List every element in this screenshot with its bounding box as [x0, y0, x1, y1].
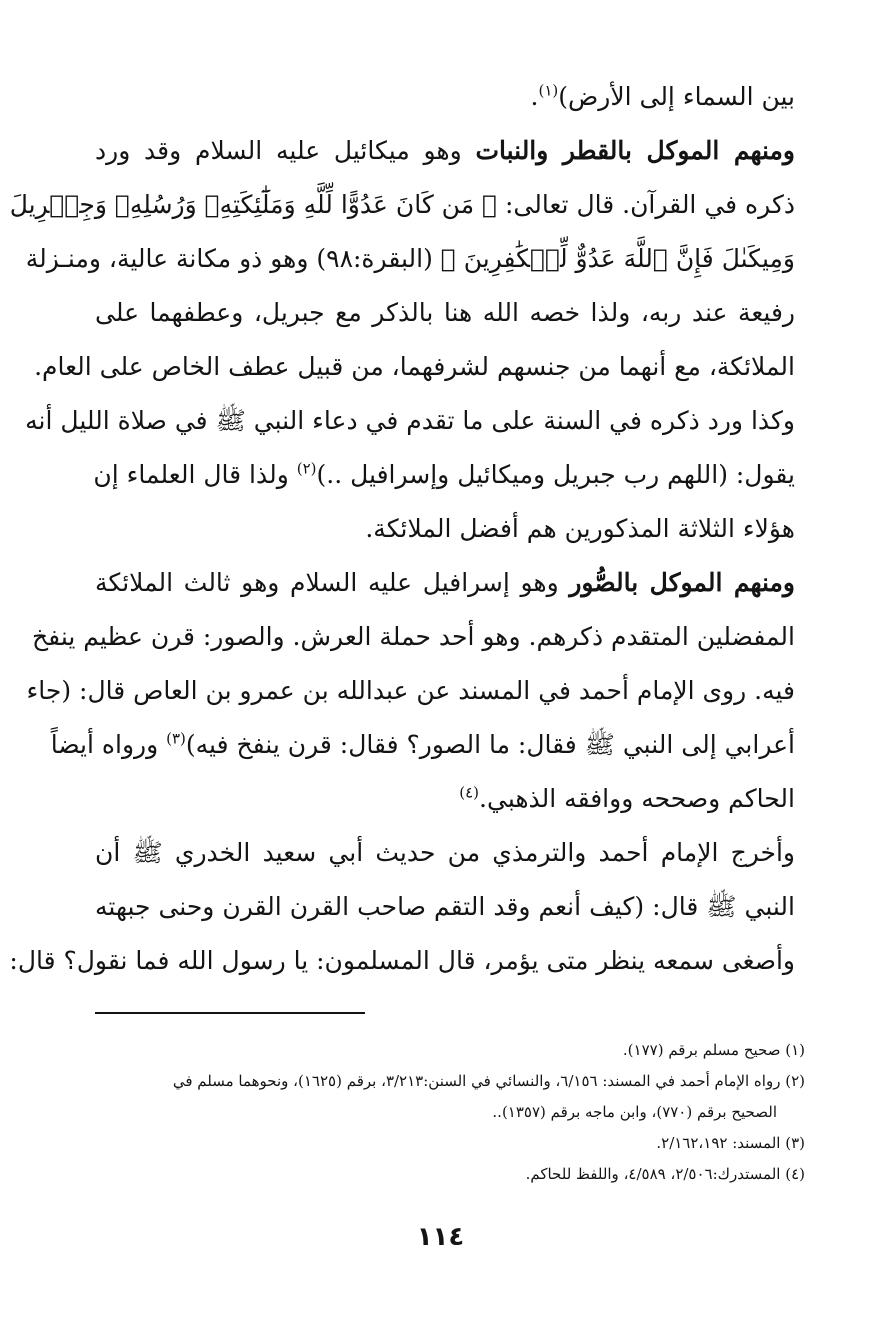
footnote-4: (٤) المستدرك:٢/٥٠٦، ٤/٥٨٩، واللفظ للحاكم.: [525, 1165, 805, 1183]
text-line-13: [50, 718, 795, 772]
text-line-9: هؤلاء الثلاثة المذكورين هم أفضل الملائكة.: [365, 514, 795, 543]
text-line-5: رفيعة عند ربه، ولذا خصه الله هنا بالذكر مع جبريل، وعطفهما على: [95, 298, 795, 327]
text-line-15: وأخرج الإمام أحمد والترمذي من حديث أبي سعيد الخدري ﷺ أن: [95, 838, 795, 867]
text-line-6: الملائكة، مع أنهما من جنسهم لشرفهما، من قبيل عطف الخاص على العام.: [34, 352, 795, 381]
page-body: [9, 70, 795, 988]
footnotes: [80, 1035, 805, 1190]
footnote-2-continued: الصحيح برقم (٧٧٠)، وابن ماجه برقم (١٣٥٧)..: [492, 1103, 777, 1121]
text-line-4: وَمِيكَىٰلَ فَإِنَّ ٱللَّهَ عَدُوٌّ لِّلۡكَٰفِرِينَ ﴾ (البقرة:٩٨) وهو ذو مكانة عالية، ومنـزلة: [25, 244, 795, 273]
text-fragment: وهو إسرافيل عليه السلام وهو ثالث الملائكة: [95, 568, 559, 597]
footnote-ref-2: (٢): [296, 459, 317, 478]
text-line-8: [95, 448, 795, 502]
text-line-10: [95, 556, 795, 610]
text-fragment: ورواه أيضاً: [50, 730, 167, 759]
text-line-7: وكذا ورد ذكره في السنة على ما تقدم في دعاء النبي ﷺ في صلاة الليل أنه: [25, 406, 795, 435]
page-number: ١١٤: [416, 1222, 465, 1252]
section-heading-horn: ومنهم الموكل بالصُّور: [569, 568, 795, 597]
section-heading-rain: ومنهم الموكل بالقطر والنبات: [475, 136, 795, 165]
text-line-14: [95, 772, 795, 826]
text-line-16: النبي ﷺ قال: (كيف أنعم وقد التقم صاحب القرن القرن وحنى جبهته: [95, 892, 795, 921]
text-fragment: بين السماء إلى الأرض): [558, 82, 795, 111]
footnote-ref-3: (٣): [166, 729, 186, 748]
footnote-ref-1: (١): [538, 81, 559, 100]
footnote-divider: [95, 1012, 365, 1014]
footnote-ref-4: (٤): [459, 783, 480, 802]
text-fragment: الحاكم وصححه ووافقه الذهبي.: [479, 784, 795, 813]
text-line-17: وأصغى سمعه ينظر متى يؤمر، قال المسلمون: يا رسول الله فما نقول؟ قال:: [9, 946, 795, 975]
text-line-11: المفضلين المتقدم ذكرهم. وهو أحد حملة العرش. والصور: قرن عظيم ينفخ: [32, 622, 795, 651]
text-fragment: أعرابي إلى النبي ﷺ فقال: ما الصور؟ فقال: قرن ينفخ فيه): [185, 730, 795, 759]
footnote-2: (٢) رواه الإمام أحمد في المسند: ٦/١٥٦، والنسائي في السنن:٣/٢١٣، برقم (١٦٢٥)، ونحوهما مسلم في: [172, 1072, 805, 1090]
text-fragment: ولذا قال العلماء إن: [93, 460, 297, 489]
footnote-3: (٣) المسند: ٢/١٦٢،١٩٢.: [656, 1134, 805, 1152]
text-line-2: [95, 124, 795, 178]
text-fragment: وهو ميكائيل عليه السلام وقد ورد: [95, 136, 462, 165]
text-fragment: .: [530, 82, 539, 111]
footnote-1: (١) صحيح مسلم برقم (١٧٧).: [622, 1041, 805, 1059]
text-fragment: يقول: (اللهم رب جبريل وميكائيل وإسرافيل ..): [316, 460, 795, 489]
text-line-12: فيه. روى الإمام أحمد في المسند عن عبدالله بن عمرو بن العاص قال: (جاء: [26, 676, 795, 705]
text-line-3: ذكره في القرآن. قال تعالى: ﴿ مَن كَانَ عَدُوًّا لِّلَّهِ وَمَلَٰٓئِكَتِهِۦ وَرُسُلِهِۦ وَجِبۡرِيلَ: [9, 190, 795, 219]
text-line-1: [95, 70, 795, 124]
